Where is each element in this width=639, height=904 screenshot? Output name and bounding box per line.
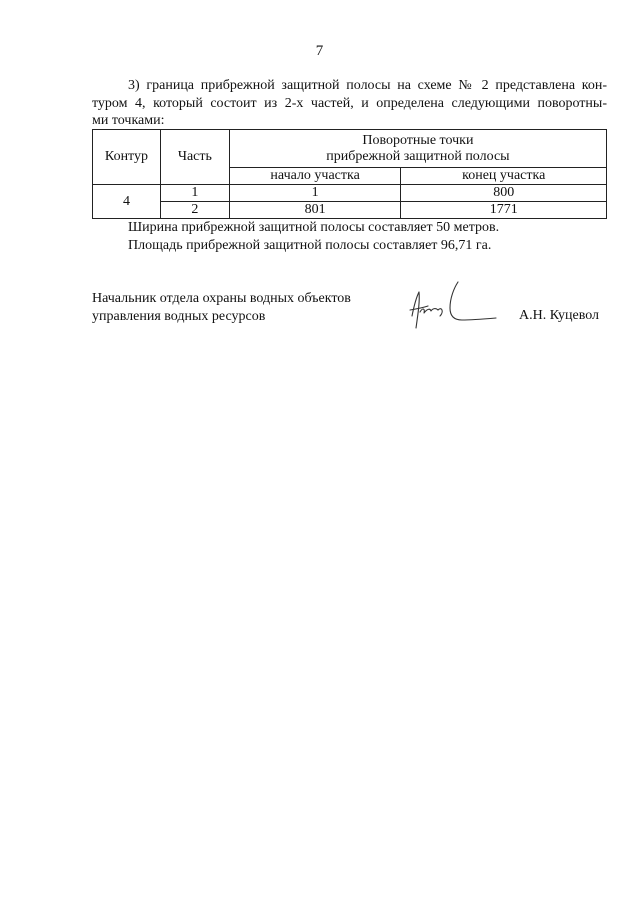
header-turning-points-line-2: прибрежной защитной полосы xyxy=(326,148,510,164)
table-row xyxy=(93,202,607,219)
header-start: начало участка xyxy=(229,168,401,185)
cell-contour: 4 xyxy=(93,185,161,219)
signer-position-line-2: управления водных ресурсов xyxy=(92,308,266,324)
cell-part: 2 xyxy=(160,202,229,219)
signer-name: А.Н. Куцевол xyxy=(519,308,600,323)
strip-width-text: Ширина прибрежной защитной полосы составляет 50 метров. xyxy=(128,220,500,235)
paragraph-line-3: ми точками: xyxy=(92,113,165,128)
paragraph-line-1: 3) граница прибрежной защитной полосы на схеме № 2 представлена кон- xyxy=(128,78,607,93)
header-turning-points-line-1: Поворотные точки xyxy=(362,132,474,148)
page-number: 7 xyxy=(315,43,324,59)
header-part: Часть xyxy=(160,130,229,185)
cell-end: 1771 xyxy=(401,202,607,219)
cell-start: 801 xyxy=(229,202,401,219)
table-row xyxy=(93,185,607,202)
cell-end: 800 xyxy=(401,185,607,202)
intro-paragraph xyxy=(92,77,607,130)
cell-start: 1 xyxy=(229,185,401,202)
header-contour: Контур xyxy=(93,130,161,185)
strip-area-text: Площадь прибрежной защитной полосы составляет 96,71 га. xyxy=(128,238,492,253)
header-turning-points xyxy=(229,130,606,168)
table-header-row xyxy=(93,130,607,168)
signer-position xyxy=(92,290,351,325)
cell-part: 1 xyxy=(160,185,229,202)
turning-points-table xyxy=(92,129,607,219)
handwritten-signature xyxy=(398,276,502,336)
signer-position-line-1: Начальник отдела охраны водных объектов xyxy=(92,291,351,306)
paragraph-line-2: туром 4, который состоит из 2-х частей, и определена следующими поворотны- xyxy=(92,95,607,111)
header-end: конец участка xyxy=(401,168,607,185)
